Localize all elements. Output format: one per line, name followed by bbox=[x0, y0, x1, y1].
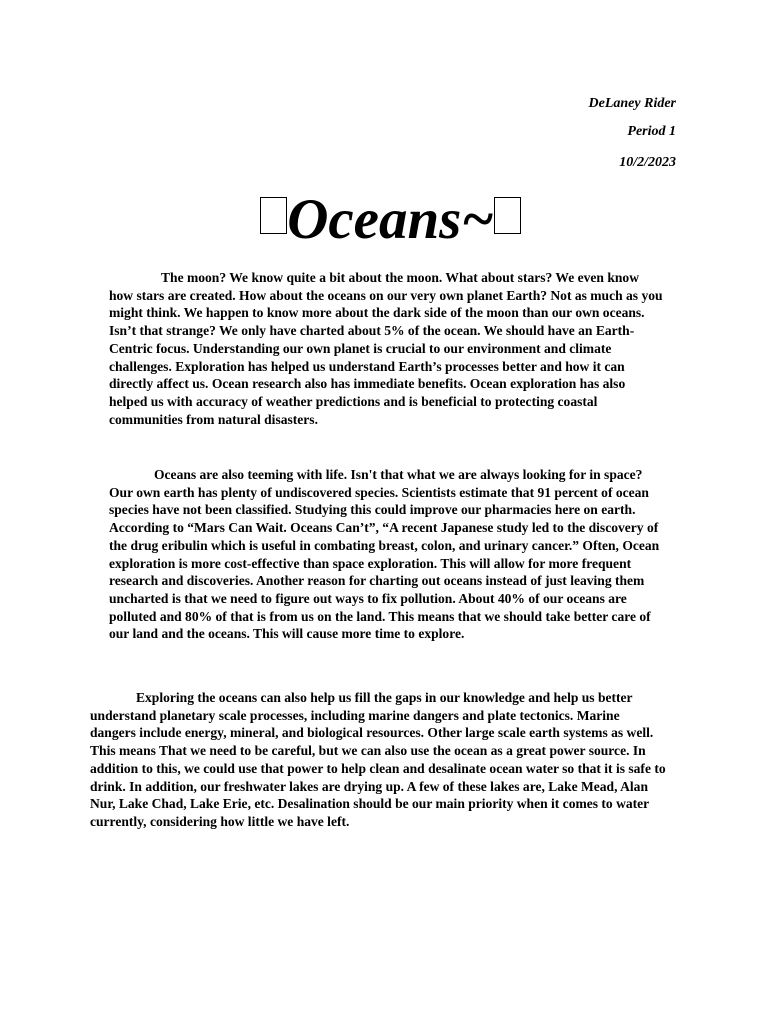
paragraph-line: helped us with accuracy of weather predictions and is beneficial to protecting coastal bbox=[109, 393, 598, 409]
paragraph-line: Exploring the oceans can also help us fill the gaps in our knowledge and help us better bbox=[136, 690, 633, 705]
document-date: 10/2/2023 bbox=[619, 155, 676, 170]
paragraph-line: This means That we need to be careful, but we can also use the ocean as a great power source. In bbox=[90, 743, 646, 759]
missing-glyph-icon bbox=[494, 197, 521, 234]
paragraph-line: directly affect us. Ocean research also has immediate benefits. Ocean exploration has also bbox=[109, 376, 626, 392]
paragraph-line: polluted and 80% of that is from us on the land. This means that we should take better care of bbox=[109, 608, 651, 624]
paragraph-line: exploration is more cost-effective than space exploration. This will allow for more frequent bbox=[109, 555, 632, 571]
paragraph-line: challenges. Exploration has helped us understand Earth’s processes better and how it can bbox=[109, 358, 625, 374]
page-title bbox=[0, 186, 768, 254]
paragraph-line: research and discoveries. Another reason for charting out oceans instead of just leaving them bbox=[109, 573, 645, 589]
paragraph-line: the drug eribulin which is useful in combating breast, colon, and urinary cancer.” Often, Ocean bbox=[109, 537, 660, 553]
paragraph-line: Nur, Lake Chad, Lake Erie, etc. Desalination should be our main priority when it comes to water bbox=[90, 796, 650, 812]
paragraph-line: dangers include energy, mineral, and biological resources. Other large scale earth systems as well. bbox=[90, 725, 654, 741]
paragraph-line: drink. In addition, our freshwater lakes are drying up. A few of these lakes are, Lake Mead, Alan bbox=[90, 778, 648, 794]
paragraph-line: how stars are created. How about the oceans on our very own planet Earth? Not as much as you bbox=[109, 287, 663, 303]
missing-glyph-icon bbox=[260, 197, 287, 234]
paragraph-line: communities from natural disasters. bbox=[109, 411, 318, 427]
paragraph-line: our land and the oceans. This will cause more time to explore. bbox=[109, 626, 465, 642]
body-paragraph bbox=[109, 466, 659, 643]
paragraph-line: understand planetary scale processes, including marine dangers and plate tectonics. Marine bbox=[90, 707, 620, 723]
paragraph-line: uncharted is that we need to figure out ways to fix pollution. About 40% of our oceans are bbox=[109, 590, 627, 606]
class-period: Period 1 bbox=[627, 124, 676, 139]
body-paragraph bbox=[90, 689, 666, 831]
paragraph-line: addition to this, we could use that power to help clean and desalinate ocean water so that it is safe to bbox=[90, 760, 666, 776]
paragraph-line: Isn’t that strange? We only have charted about 5% of the ocean. We should have an Earth- bbox=[109, 323, 635, 339]
paragraph-line: Oceans are also teeming with life. Isn't that what we are always looking for in space? bbox=[154, 467, 643, 482]
paragraph-line: species have not been classified. Studying this could improve our pharmacies here on earth. bbox=[109, 502, 636, 518]
author-name: DeLaney Rider bbox=[588, 96, 676, 111]
paragraph-line: Our own earth has plenty of undiscovered species. Scientists estimate that 91 percent of ocean bbox=[109, 484, 649, 500]
paragraph-line: currently, considering how little we have left. bbox=[90, 813, 350, 829]
paragraph-line: might think. We happen to know more about the dark side of the moon than our own oceans. bbox=[109, 305, 645, 321]
paragraph-line: According to “Mars Can Wait. Oceans Can’t”, “A recent Japanese study led to the discovery of bbox=[109, 520, 659, 536]
paragraph-line: Centric focus. Understanding our own planet is crucial to our environment and climate bbox=[109, 340, 612, 356]
body-paragraph bbox=[109, 269, 663, 428]
title-text: Oceans~ bbox=[287, 188, 494, 251]
paragraph-line: The moon? We know quite a bit about the moon. What about stars? We even know bbox=[161, 270, 639, 285]
